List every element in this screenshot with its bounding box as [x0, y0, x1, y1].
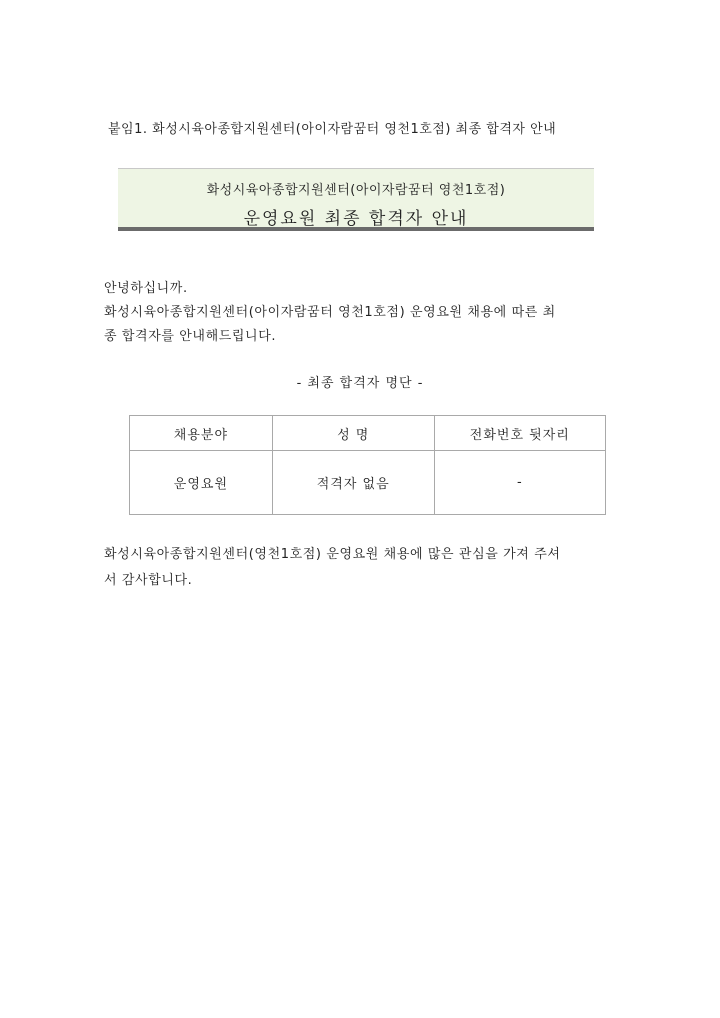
result-table — [129, 415, 606, 515]
header-name: 성 명 — [272, 416, 434, 451]
greeting: 안녕하십니까. — [104, 281, 188, 296]
cell-name: 적격자 없음 — [272, 451, 434, 515]
title-banner — [118, 168, 594, 231]
closing-paragraph — [104, 542, 616, 594]
cell-phone: - — [434, 451, 605, 515]
header-field: 채용분야 — [130, 416, 273, 451]
attachment-heading: 붙임1. 화성시육아종합지원센터(아이자람꿈터 영천1호점) 최종 합격자 안내 — [108, 122, 557, 137]
header-phone: 전화번호 뒷자리 — [434, 416, 605, 451]
intro-line-1: 화성시육아종합지원센터(아이자람꿈터 영천1호점) 운영요원 채용에 따른 최 — [104, 305, 556, 320]
intro-line-2: 종 합격자를 안내해드립니다. — [104, 329, 277, 344]
banner-title: 운영요원 최종 합격자 안내 — [243, 209, 469, 229]
table-header-row — [130, 416, 606, 451]
closing-line-1: 화성시육아종합지원센터(영천1호점) 운영요원 채용에 많은 관심을 가져 주셔 — [104, 547, 561, 562]
banner-subtitle: 화성시육아종합지원센터(아이자람꿈터 영천1호점) — [206, 183, 506, 198]
table-row — [130, 451, 606, 515]
intro-paragraph — [104, 277, 616, 349]
list-title: - 최종 합격자 명단 - — [296, 376, 424, 391]
closing-line-2: 서 감사합니다. — [104, 573, 193, 588]
cell-field: 운영요원 — [130, 451, 273, 515]
